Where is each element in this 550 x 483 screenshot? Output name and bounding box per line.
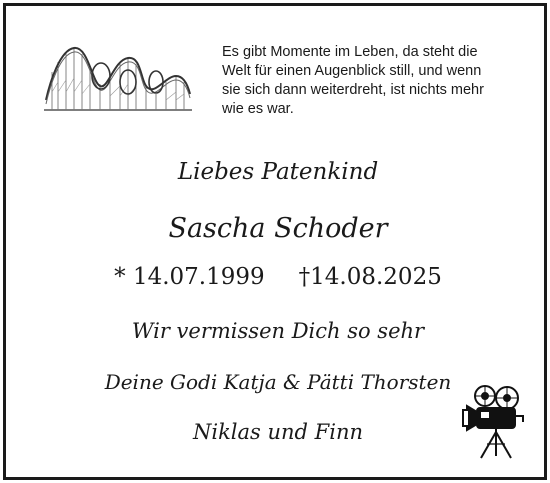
message-line: Wir vermissen Dich so sehr [131, 319, 425, 343]
quote-line: sie sich dann weiterdreht, ist nichts mehr [222, 82, 484, 98]
relation-heading: Liebes Patenkind [177, 159, 379, 185]
birth-date: * 14.07.1999 [114, 264, 265, 290]
death-date: †14.08.2025 [298, 264, 442, 290]
quote-line: Welt für einen Augenblick still, und wenn [222, 63, 482, 79]
movie-camera-icon [461, 382, 531, 460]
mourners-line: Deine Godi Katja & Pätti Thorsten [104, 370, 452, 394]
quote-text [222, 43, 522, 119]
life-dates [6, 264, 550, 290]
quote-line: wie es war. [222, 101, 294, 117]
deceased-name: Sascha Schoder [168, 213, 388, 244]
obituary-notice [3, 3, 547, 480]
children-line: Niklas und Finn [192, 420, 363, 444]
quote-line: Es gibt Momente im Leben, da steht die [222, 44, 478, 60]
rollercoaster-icon [44, 42, 192, 114]
